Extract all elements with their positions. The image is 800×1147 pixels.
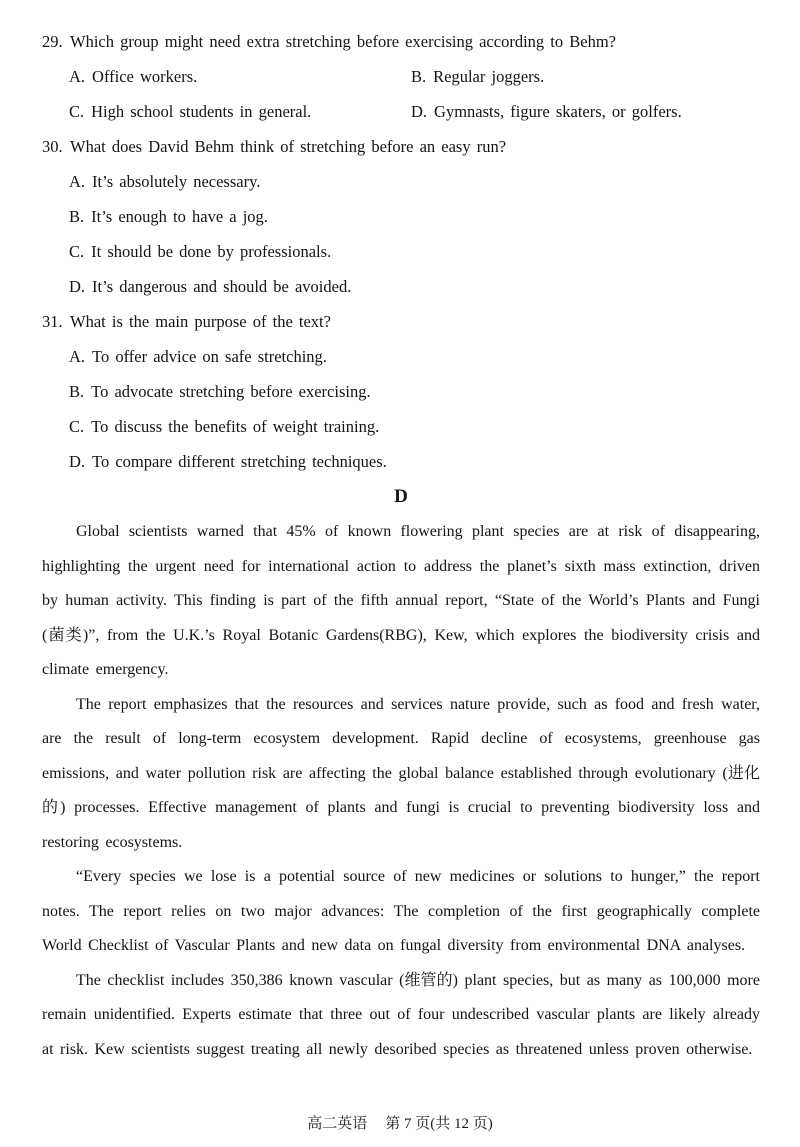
option-30-d <box>69 269 760 304</box>
question-text: Which group might need extra stretching before exercising according to Behm? <box>70 32 616 51</box>
option-label: C. <box>69 417 85 436</box>
option-29-a <box>69 59 411 94</box>
option-label: A. <box>69 67 86 86</box>
option-label: C. <box>69 102 85 121</box>
option-31-d <box>69 444 760 479</box>
option-31-c <box>69 409 760 444</box>
footer-course-label: 高二英语 <box>307 1116 368 1132</box>
option-31-b <box>69 374 760 409</box>
option-text: Gymnasts, figure skaters, or golfers. <box>434 102 682 121</box>
question-29 <box>42 24 760 129</box>
option-label: B. <box>69 382 85 401</box>
option-text: To offer advice on safe stretching. <box>92 347 327 366</box>
option-text: To advocate stretching before exercising. <box>91 382 371 401</box>
option-text: It’s enough to have a jog. <box>91 207 268 226</box>
option-29-c <box>69 94 411 129</box>
option-label: D. <box>69 277 86 296</box>
question-30-options <box>42 164 760 304</box>
passage-section-d <box>42 479 760 1067</box>
option-29-b <box>411 59 760 94</box>
option-text: Regular joggers. <box>433 67 545 86</box>
option-text: It should be done by professionals. <box>91 242 332 261</box>
question-30-head <box>42 129 760 164</box>
option-30-a <box>69 164 760 199</box>
question-31-head <box>42 304 760 339</box>
option-text: It’s dangerous and should be avoided. <box>92 277 352 296</box>
option-30-b <box>69 199 760 234</box>
question-text: What is the main purpose of the text? <box>70 312 331 331</box>
footer-page-number: 第 7 页(共 12 页) <box>385 1116 493 1132</box>
question-29-options <box>42 59 760 129</box>
option-30-c <box>69 234 760 269</box>
question-text: What does David Behm think of stretching before an easy run? <box>70 137 507 156</box>
question-30 <box>42 129 760 304</box>
question-31-options <box>42 339 760 479</box>
option-label: A. <box>69 172 86 191</box>
passage-heading: D <box>394 486 408 507</box>
option-label: D. <box>69 452 86 471</box>
option-label: B. <box>69 207 85 226</box>
option-text: To compare different stretching techniques. <box>92 452 387 471</box>
question-31 <box>42 304 760 479</box>
option-text: High school students in general. <box>91 102 312 121</box>
option-text: It’s absolutely necessary. <box>92 172 261 191</box>
option-label: B. <box>411 67 427 86</box>
passage-paragraph-4: The checklist includes 350,386 known vascular (维管的) plant species, but as many as 100,000 more remain unidentified. Experts estimate that three out of four undescribed vascular plants are likely already at risk. Kew scientists suggest treating all newly desoribed species as threatened unless proven otherwise. <box>42 971 760 1058</box>
page-footer <box>0 1112 800 1133</box>
option-label: A. <box>69 347 86 366</box>
question-29-head <box>42 24 760 59</box>
option-text: Office workers. <box>92 67 198 86</box>
question-number: 29. <box>42 32 63 51</box>
question-number: 31. <box>42 312 63 331</box>
option-31-a <box>69 339 760 374</box>
passage-paragraph-3: “Every species we lose is a potential source of new medicines or solutions to hunger,” the report notes. The report relies on two major advances: The completion of the first geographically complete World Checklist of Vascular Plants and new data on fungal diversity from environmental DNA analyses. <box>42 868 760 954</box>
question-number: 30. <box>42 137 63 156</box>
option-29-d <box>411 94 760 129</box>
passage-paragraph-2: The report emphasizes that the resources and services nature provide, such as food and fresh water, are the result of long-term ecosystem development. Rapid decline of ecosystems, greenhouse gas emissions, and water pollution risk are affecting the global balance established through evolutionary (进化的) processes. Effective management of plants and fungi is crucial to preventing biodiversity loss and restoring ecosystems. <box>42 695 760 851</box>
option-text: To discuss the benefits of weight training. <box>91 417 380 436</box>
passage-paragraph-1: Global scientists warned that 45% of known flowering plant species are at risk of disappearing, highlighting the urgent need for international action to address the planet’s sixth mass extinction, driven by human activity. This finding is part of the fifth annual report, “State of the World’s Plants and Fungi (菌类)”, from the U.K.’s Royal Botanic Gardens(RBG), Kew, which explores the biodiversity crisis and climate emergency. <box>42 523 760 678</box>
option-label: C. <box>69 242 85 261</box>
option-label: D. <box>411 102 428 121</box>
